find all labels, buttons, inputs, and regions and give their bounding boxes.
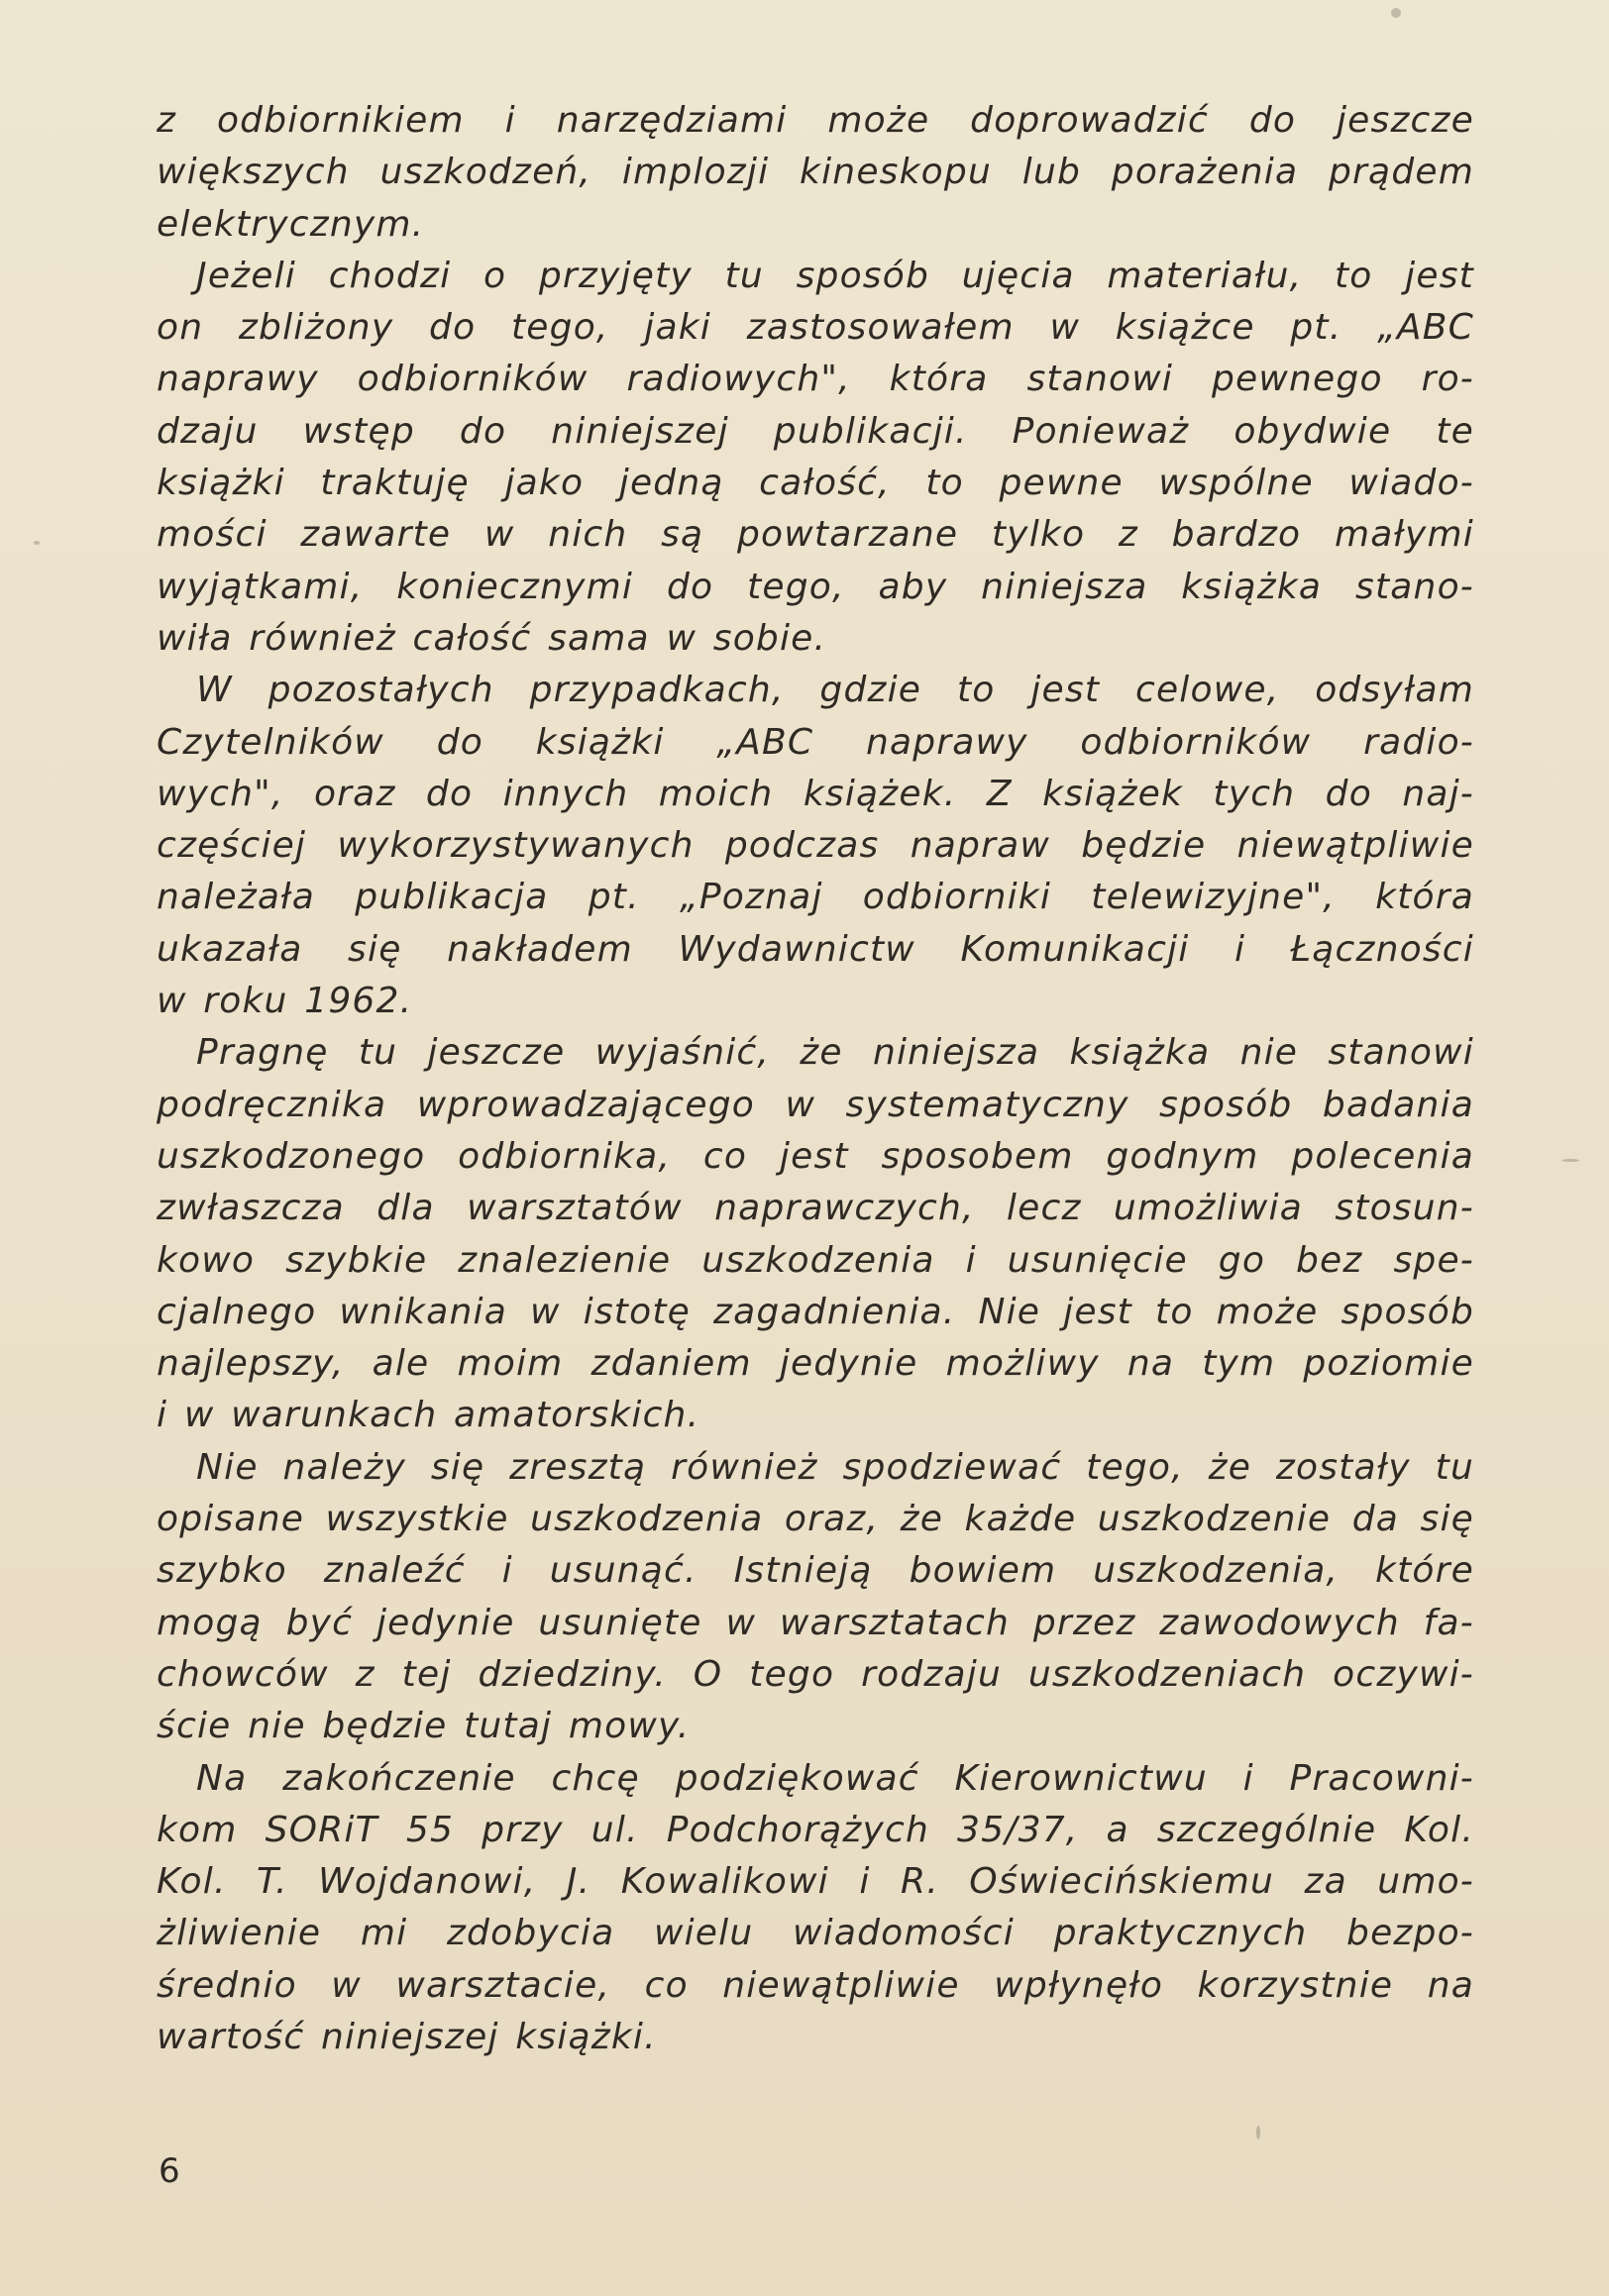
text-line: ukazała się nakładem Wydawnictw Komunikacji i Łączności (157, 928, 1474, 970)
text-line: szybko znaleźć i usunąć. Istnieją bowiem uszkodzenia, które (157, 1550, 1474, 1592)
text-line: dzaju wstęp do niniejszej publikacji. Ponieważ obydwie te (157, 410, 1474, 452)
text-line: mogą być jedynie usunięte w warsztatach przez zawodowych fa- (157, 1602, 1474, 1643)
text-line: w roku 1962. (157, 981, 413, 1022)
text-line: Na zakończenie chcę podziękować Kierownictwu i Pracowni- (196, 1757, 1474, 1799)
text-line: żliwienie mi zdobycia wielu wiadomości praktycznych bezpo- (157, 1913, 1474, 1954)
text-line: z odbiornikiem i narzędziami może doprowadzić do jeszcze (157, 100, 1474, 141)
paper-speck (1561, 1159, 1579, 1162)
text-line: wych", oraz do innych moich książek. Z książek tych do naj- (157, 773, 1474, 814)
text-line: on zbliżony do tego, jaki zastosowałem w książce pt. „ABC (157, 307, 1474, 349)
text-line: częściej wykorzystywanych podczas napraw będzie niewątpliwie (157, 825, 1474, 867)
text-line: podręcznika wprowadzającego w systematyczny sposób badania (157, 1084, 1474, 1125)
text-line: książki traktuję jako jedną całość, to pewne wspólne wiado- (157, 463, 1474, 504)
paragraph-6 (157, 1753, 1474, 2064)
text-line: Jeżeli chodzi o przyjęty tu sposób ujęcia materiału, to jest (196, 255, 1474, 296)
text-line: Nie należy się zresztą również spodziewać tego, że zostały tu (196, 1446, 1474, 1488)
text-line: Czytelników do książki „ABC naprawy odbiorników radio- (157, 721, 1474, 763)
text-line: Pragnę tu jeszcze wyjaśnić, że niniejsza książka nie stanowi (196, 1032, 1474, 1074)
text-line: opisane wszystkie uszkodzenia oraz, że każde uszkodzenie da się (157, 1499, 1474, 1540)
text-line: większych uszkodzeń, implozji kineskopu lub porażenia prądem (157, 152, 1474, 193)
text-line: wyjątkami, koniecznymi do tego, aby niniejsza książka stano- (157, 566, 1474, 607)
text-line: kom SORiT 55 przy ul. Podchorążych 35/37, a szczególnie Kol. (157, 1809, 1474, 1850)
paper-speck (1391, 8, 1401, 18)
text-line: mości zawarte w nich są powtarzane tylko z bardzo małymi (157, 514, 1474, 556)
text-line: elektrycznym. (157, 203, 425, 245)
text-line: Kol. T. Wojdanowi, J. Kowalikowi i R. Oświecińskiemu za umo- (157, 1861, 1474, 1903)
text-line: średnio w warsztacie, co niewątpliwie wpłynęło korzystnie na (157, 1964, 1474, 2006)
text-line: naprawy odbiorników radiowych", która stanowi pewnego ro- (157, 359, 1474, 400)
paper-speck (1256, 2126, 1260, 2139)
paragraph-2 (157, 251, 1474, 665)
paragraph-5 (157, 1442, 1474, 1753)
body-text (157, 95, 1474, 2063)
text-line: należała publikacja pt. „Poznaj odbiorniki telewizyjne", która (157, 877, 1474, 918)
text-line: W pozostałych przypadkach, gdzie to jest celowe, odsyłam (196, 670, 1474, 711)
page-number: 6 (159, 2151, 180, 2191)
text-line: najlepszy, ale moim zdaniem jedynie możliwy na tym poziomie (157, 1343, 1474, 1385)
text-line: wiła również całość sama w sobie. (157, 617, 827, 659)
paragraph-1 (157, 95, 1474, 251)
text-line: zwłaszcza dla warsztatów naprawczych, lecz umożliwia stosun- (157, 1188, 1474, 1229)
text-line: kowo szybkie znalezienie uszkodzenia i usunięcie go bez spe- (157, 1239, 1474, 1281)
text-line: ście nie będzie tutaj mowy. (157, 1706, 691, 1747)
text-line: uszkodzonego odbiornika, co jest sposobem godnym polecenia (157, 1135, 1474, 1177)
text-line: chowców z tej dziedziny. O tego rodzaju uszkodzeniach oczywi- (157, 1653, 1474, 1695)
text-line: wartość niniejszej książki. (157, 2016, 657, 2057)
paragraph-4 (157, 1027, 1474, 1441)
paper-speck (34, 541, 40, 545)
text-line: cjalnego wnikania w istotę zagadnienia. Nie jest to może sposób (157, 1291, 1474, 1332)
paragraph-3 (157, 665, 1474, 1027)
text-line: i w warunkach amatorskich. (157, 1395, 700, 1436)
